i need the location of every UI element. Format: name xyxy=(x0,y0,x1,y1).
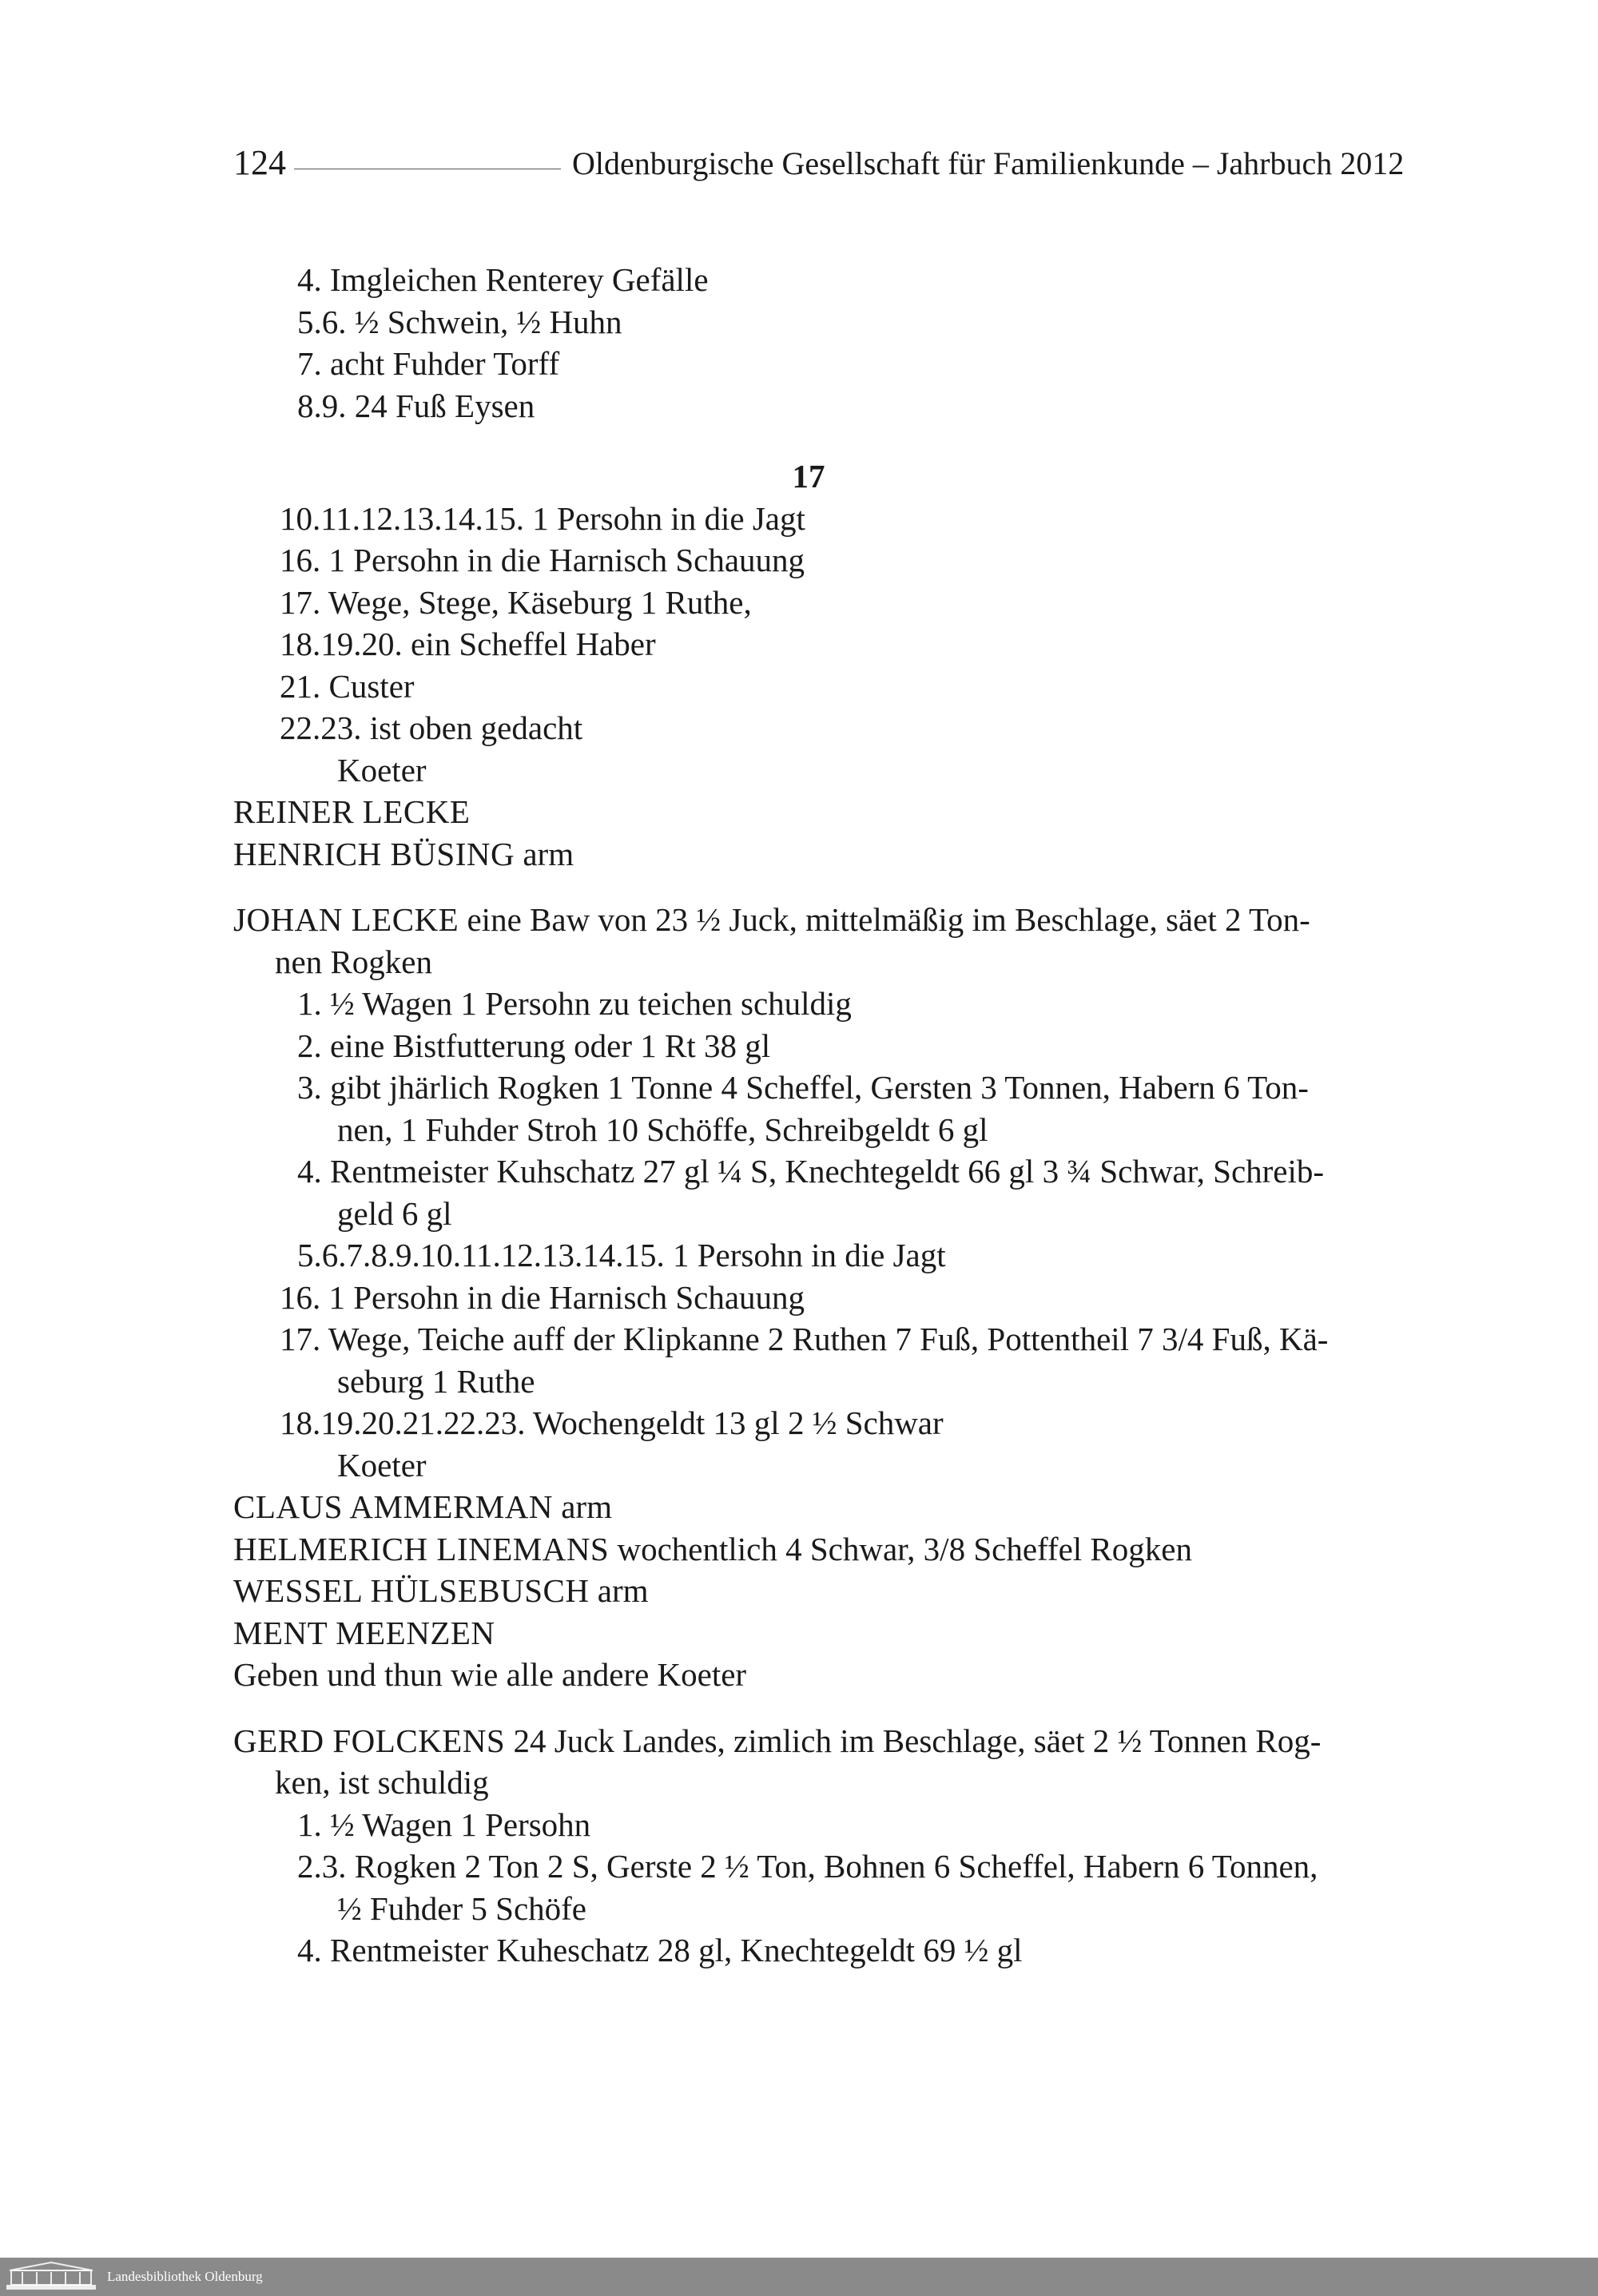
list-block-4 xyxy=(233,1804,1432,1972)
library-footer-bar xyxy=(0,2258,1598,2296)
list-item-continuation: ½ Fuhder 5 Schöfe xyxy=(337,1889,587,1927)
list-item: 3. gibt jhärlich Rogken 1 Tonne 4 Scheffel, Gersten 3 Tonnen, Habern 6 Ton- xyxy=(297,1069,1309,1106)
person-entry: HENRICH BÜSING arm xyxy=(233,835,574,872)
running-header xyxy=(233,142,1411,190)
list-item: 16. 1 Persohn in die Harnisch Schauung xyxy=(280,542,805,578)
person-entry: REINER LECKE xyxy=(233,793,471,830)
list-item: 4. Imgleichen Renterey Gefälle xyxy=(297,261,709,298)
list-item: 5.6. ½ Schwein, ½ Huhn xyxy=(297,303,622,340)
koeter-heading: Koeter xyxy=(337,751,427,789)
list-item: 18.19.20.21.22.23. Wochengeldt 13 gl 2 ½ Schwar xyxy=(280,1404,944,1441)
person-entry: HELMERICH LINEMANS wochentlich 4 Schwar, 3/8 Scheffel Rogken xyxy=(233,1530,1192,1567)
list-item: 17. Wege, Teiche auff der Klipkanne 2 Ruthen 7 Fuß, Pottentheil 7 3/4 Fuß, Kä- xyxy=(280,1321,1329,1357)
library-building-icon xyxy=(5,2261,99,2293)
library-name: Landesbibliothek Oldenburg xyxy=(107,2269,263,2284)
list-item: 16. 1 Persohn in die Harnisch Schauung xyxy=(280,1278,805,1316)
person-entry: MENT MEENZEN xyxy=(233,1614,495,1651)
list-item: 18.19.20. ein Scheffel Haber xyxy=(280,626,656,662)
list-item: 21. Custer xyxy=(280,667,415,705)
list-item: 5.6.7.8.9.10.11.12.13.14.15. 1 Persohn in die Jagt xyxy=(297,1237,946,1273)
koeter-note: Geben und thun wie alle andere Koeter xyxy=(233,1656,747,1693)
entry-continuation: ken, ist schuldig xyxy=(275,1764,489,1801)
section-number: 17 xyxy=(792,458,825,495)
person-entry: CLAUS AMMERMAN arm xyxy=(233,1488,612,1525)
running-title: Oldenburgische Gesellschaft für Familienkunde – Jahrbuch 2012 xyxy=(572,145,1405,181)
list-item: 17. Wege, Stege, Käseburg 1 Ruthe, xyxy=(280,583,752,621)
list-item-continuation: seburg 1 Ruthe xyxy=(337,1362,535,1400)
list-item: 8.9. 24 Fuß Eysen xyxy=(297,387,535,424)
list-item: 2. eine Bistfutterung oder 1 Rt 38 gl xyxy=(297,1027,771,1064)
list-item-continuation: nen, 1 Fuhder Stroh 10 Schöffe, Schreibgeldt 6 gl xyxy=(337,1110,988,1148)
list-item: 7. acht Fuhder Torff xyxy=(297,345,560,382)
list-item: 4. Rentmeister Kuhschatz 27 gl ¼ S, Knechtegeldt 66 gl 3 ¾ Schwar, Schreib- xyxy=(297,1153,1325,1190)
list-block-3 xyxy=(233,983,1432,1444)
list-item: 10.11.12.13.14.15. 1 Persohn in die Jagt xyxy=(280,499,805,537)
page-number: 124 xyxy=(233,143,286,182)
list-item: 2.3. Rogken 2 Ton 2 S, Gerste 2 ½ Ton, Bohnen 6 Scheffel, Habern 6 Tonnen, xyxy=(297,1848,1318,1885)
list-item: 1. ½ Wagen 1 Persohn zu teichen schuldig xyxy=(297,985,852,1022)
list-item: 4. Rentmeister Kuheschatz 28 gl, Knechtegeldt 69 ½ gl xyxy=(297,1932,1023,1968)
list-block-2 xyxy=(233,498,1432,749)
person-entry: JOHAN LECKE eine Baw von 23 ½ Juck, mittelmäßig im Beschlage, säet 2 Ton- xyxy=(233,901,1310,938)
person-entry: GERD FOLCKENS 24 Juck Landes, zimlich im Beschlage, säet 2 ½ Tonnen Rog- xyxy=(233,1722,1322,1759)
list-block-1 xyxy=(233,259,1432,427)
person-entry: WESSEL HÜLSEBUSCH arm xyxy=(233,1572,649,1609)
entry-continuation: nen Rogken xyxy=(275,943,432,980)
list-item-continuation: geld 6 gl xyxy=(337,1194,452,1232)
koeter-heading: Koeter xyxy=(337,1446,427,1484)
list-item: 22.23. ist oben gedacht xyxy=(280,709,583,746)
page-body xyxy=(233,259,1432,1972)
list-item: 1. ½ Wagen 1 Persohn xyxy=(297,1805,591,1843)
